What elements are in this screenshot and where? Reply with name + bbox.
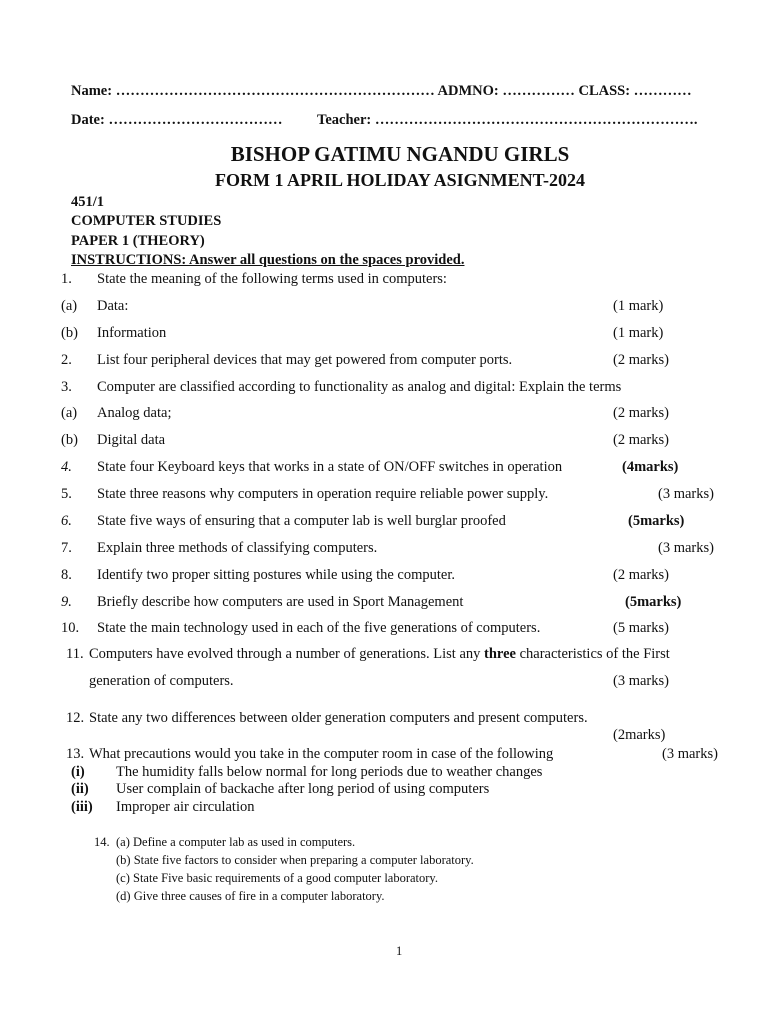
q13-marks: (3 marks) xyxy=(662,746,718,762)
q1-text: State the meaning of the following terms used in computers: xyxy=(97,271,447,287)
q1a-marks: (1 mark) xyxy=(613,298,664,314)
paper-name: PAPER 1 (THEORY) xyxy=(71,233,205,249)
q7-number: 7. xyxy=(61,540,72,556)
q2-text: List four peripheral devices that may get powered from computer ports. xyxy=(97,352,513,368)
q13-item-text: The humidity falls below normal for long periods due to weather changes xyxy=(116,764,543,780)
subject: COMPUTER STUDIES xyxy=(71,213,222,229)
q4-number: 4. xyxy=(61,459,72,475)
q8-marks: (2 marks) xyxy=(613,567,669,583)
q11-text-line2: generation of computers. xyxy=(89,673,234,689)
q9-text: Briefly describe how computers are used in Sport Management xyxy=(97,594,464,610)
name-admno-class-line: Name: ………………………………………………………… ADMNO: …………… CLASS: ………… xyxy=(71,83,692,99)
q5-number: 5. xyxy=(61,486,72,502)
q11-number: 11. xyxy=(66,646,84,662)
assignment-title: FORM 1 APRIL HOLIDAY ASIGNMENT-2024 xyxy=(214,170,586,190)
q12-number: 12. xyxy=(66,710,85,726)
q1a-number: (a) xyxy=(61,298,78,314)
q13-item-text: Improper air circulation xyxy=(116,799,255,815)
q7-text: Explain three methods of classifying computers. xyxy=(97,540,378,556)
q1b-number: (b) xyxy=(61,325,78,341)
q13-item-number: (ii) xyxy=(71,781,89,797)
q3a-marks: (2 marks) xyxy=(613,405,669,421)
q5-text: State three reasons why computers in operation require reliable power supply. xyxy=(97,486,549,502)
q3-number: 3. xyxy=(61,379,72,395)
school-title: BISHOP GATIMU NGANDU GIRLS xyxy=(230,142,570,166)
q4-text: State four Keyboard keys that works in a state of ON/OFF switches in operation xyxy=(97,459,563,475)
q1-number: 1. xyxy=(61,271,72,287)
q10-marks: (5 marks) xyxy=(613,620,669,636)
q10-text: State the main technology used in each of the five generations of computers. xyxy=(97,620,541,636)
q2-number: 2. xyxy=(61,352,72,368)
q1b-text: Information xyxy=(97,325,167,341)
q13-text: What precautions would you take in the computer room in case of the following xyxy=(89,746,554,762)
q3a-text: Analog data; xyxy=(97,405,172,421)
q3b-marks: (2 marks) xyxy=(613,432,669,448)
q7-marks: (3 marks) xyxy=(658,540,714,556)
q6-marks: (5marks) xyxy=(628,513,685,529)
q3-text: Computer are classified according to functionality as analog and digital: Explain the terms xyxy=(97,379,622,395)
teacher-line: Teacher: …………………………………………………………. xyxy=(317,112,698,128)
q14-item: (d) Give three causes of fire in a computer laboratory. xyxy=(116,889,385,903)
q14-item: (b) State five factors to consider when preparing a computer laboratory. xyxy=(116,853,474,867)
q8-text: Identify two proper sitting postures while using the computer. xyxy=(97,567,456,583)
q1a-text: Data: xyxy=(97,298,129,314)
q13-number: 13. xyxy=(66,746,85,762)
q14-item: (c) State Five basic requirements of a good computer laboratory. xyxy=(116,871,438,885)
q12-text: State any two differences between older generation computers and present computers. xyxy=(89,710,588,726)
paper-code: 451/1 xyxy=(71,194,105,210)
q13-item-number: (iii) xyxy=(71,799,93,815)
date-line: Date: ……………………………… xyxy=(71,112,283,128)
q3b-number: (b) xyxy=(61,432,78,448)
q14-item: (a) Define a computer lab as used in computers. xyxy=(116,835,356,849)
q6-text: State five ways of ensuring that a computer lab is well burglar proofed xyxy=(97,513,506,529)
q13-item-number: (i) xyxy=(71,764,85,780)
q4-marks: (4marks) xyxy=(622,459,679,475)
q3a-number: (a) xyxy=(61,405,78,421)
q9-number: 9. xyxy=(61,594,72,610)
q10-number: 10. xyxy=(61,620,80,636)
q9-marks: (5marks) xyxy=(625,594,682,610)
q13-item-text: User complain of backache after long period of using computers xyxy=(116,781,490,797)
q1b-marks: (1 mark) xyxy=(613,325,664,341)
q2-marks: (2 marks) xyxy=(613,352,669,368)
q5-marks: (3 marks) xyxy=(658,486,714,502)
q6-number: 6. xyxy=(61,513,72,529)
q11-marks: (3 marks) xyxy=(613,673,669,689)
instructions: INSTRUCTIONS: Answer all questions on the spaces provided. xyxy=(71,252,465,268)
q11-text: Computers have evolved through a number of generations. List any three characteristics of the First xyxy=(89,646,670,662)
page-number: 1 xyxy=(396,944,403,958)
q8-number: 8. xyxy=(61,567,72,583)
q14-number: 14. xyxy=(94,835,110,849)
q12-marks: (2marks) xyxy=(613,727,666,743)
q3b-text: Digital data xyxy=(97,432,166,448)
